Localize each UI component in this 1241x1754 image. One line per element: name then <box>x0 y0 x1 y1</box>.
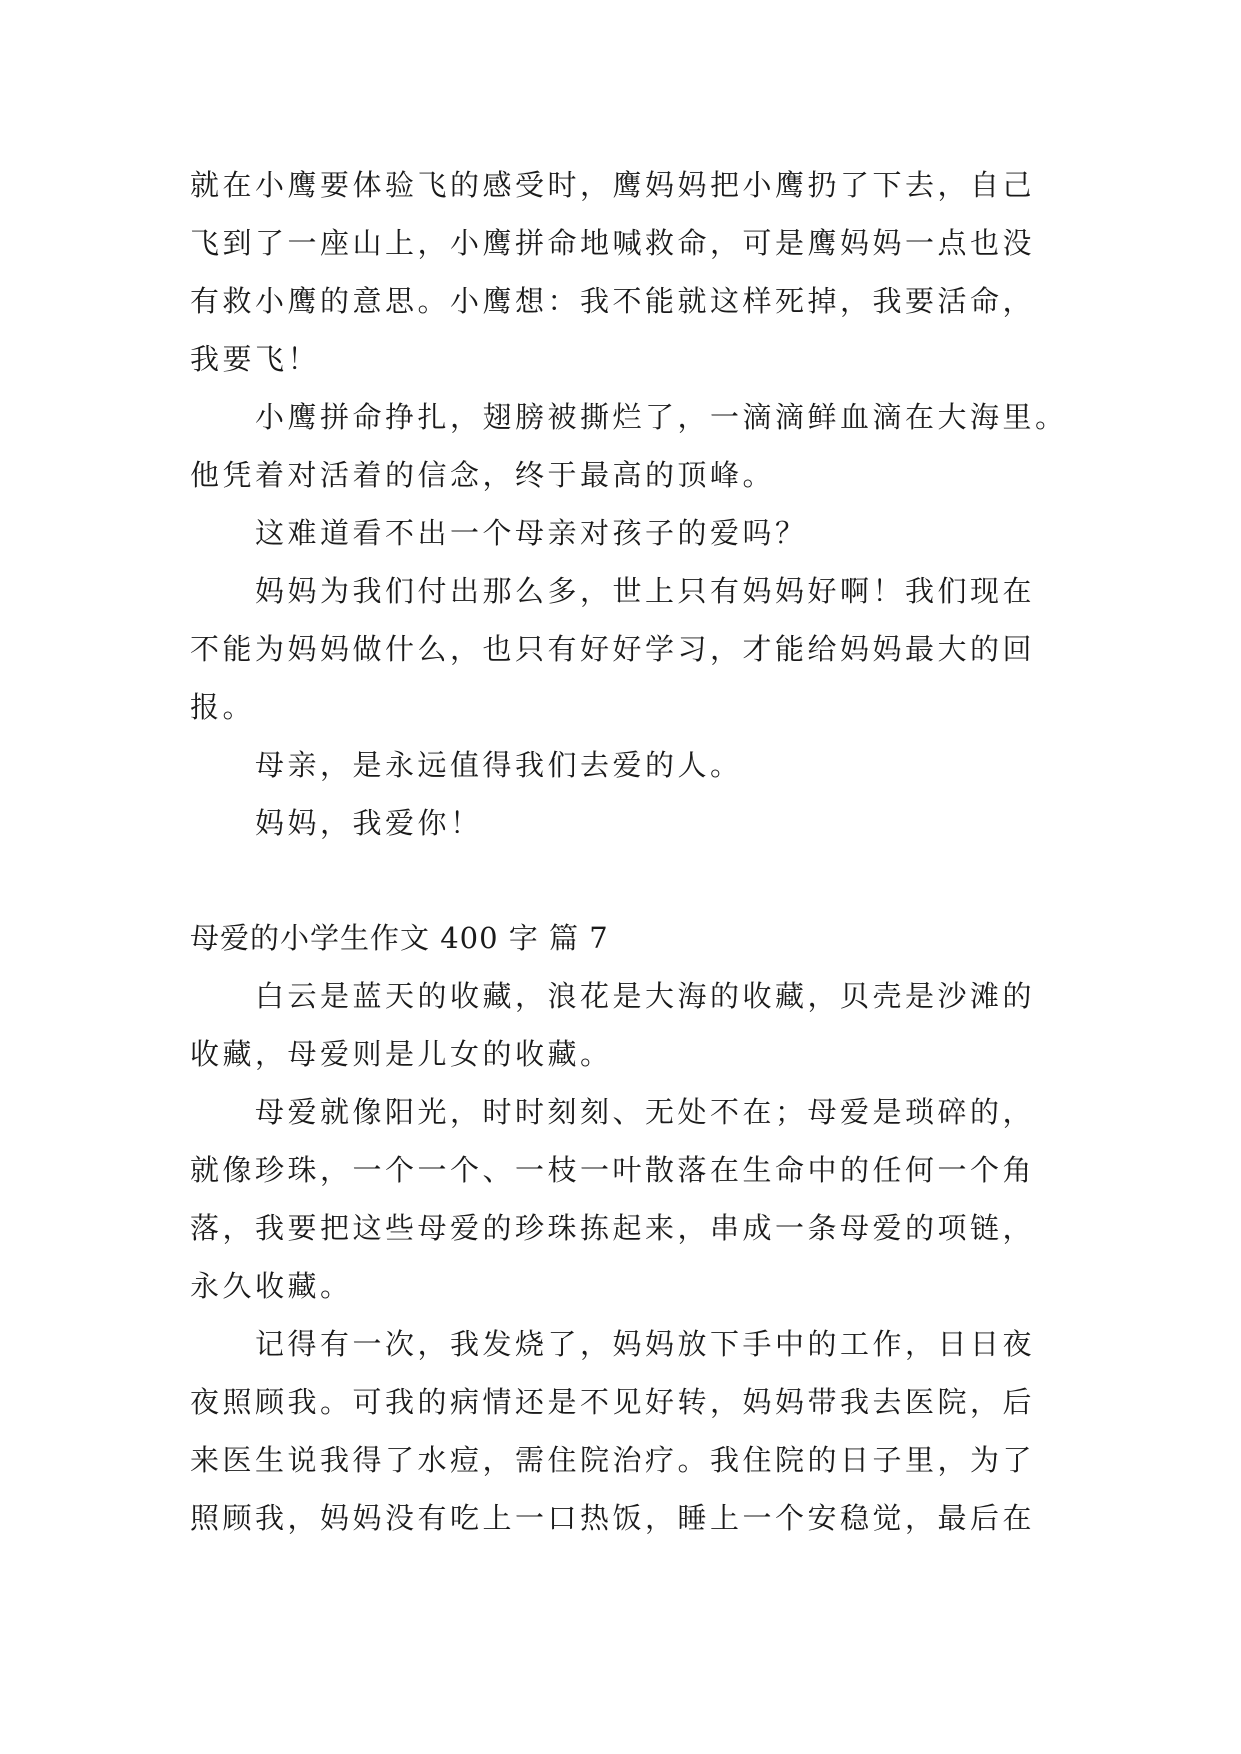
paragraph-line: 来医生说我得了水痘，需住院治疗。我住院的日子里，为了 <box>190 1443 1036 1477</box>
paragraph-line: 夜照顾我。可我的病情还是不见好转，妈妈带我去医院，后 <box>190 1385 1036 1419</box>
paragraph-line: 他凭着对活着的信念，终于最高的顶峰。 <box>190 458 776 492</box>
paragraph-line: 照顾我，妈妈没有吃上一口热饭，睡上一个安稳觉，最后在 <box>190 1501 1036 1535</box>
paragraph-line: 妈妈为我们付出那么多，世上只有妈妈好啊！我们现在 <box>255 574 1036 608</box>
paragraph-line: 落，我要把这些母爱的珍珠拣起来，串成一条母爱的项链， <box>190 1211 1036 1245</box>
paragraph-line: 不能为妈妈做什么，也只有好好学习，才能给妈妈最大的回 <box>190 632 1036 666</box>
paragraph-line: 母亲，是永远值得我们去爱的人。 <box>255 748 743 782</box>
paragraph-line: 就在小鹰要体验飞的感受时，鹰妈妈把小鹰扔了下去，自己 <box>190 168 1036 202</box>
paragraph-line: 小鹰拼命挣扎，翅膀被撕烂了，一滴滴鲜血滴在大海里。 <box>255 400 1068 434</box>
paragraph-line: 收藏，母爱则是儿女的收藏。 <box>190 1037 613 1071</box>
section-title: 母爱的小学生作文 400 字 篇 7 <box>190 921 609 955</box>
paragraph-line: 飞到了一座山上，小鹰拼命地喊救命，可是鹰妈妈一点也没 <box>190 226 1036 260</box>
paragraph-line: 记得有一次，我发烧了，妈妈放下手中的工作，日日夜 <box>255 1327 1036 1361</box>
paragraph-line: 有救小鹰的意思。小鹰想：我不能就这样死掉，我要活命， <box>190 284 1036 318</box>
paragraph-line: 这难道看不出一个母亲对孩子的爱吗？ <box>255 516 808 550</box>
paragraph-line: 妈妈，我爱你！ <box>255 806 483 840</box>
paragraph-line: 报。 <box>190 690 256 724</box>
paragraph-line: 永久收藏。 <box>190 1269 353 1303</box>
paragraph-line: 母爱就像阳光，时时刻刻、无处不在；母爱是琐碎的， <box>255 1095 1036 1129</box>
paragraph-line: 白云是蓝天的收藏，浪花是大海的收藏，贝壳是沙滩的 <box>255 979 1036 1013</box>
paragraph-line: 就像珍珠，一个一个、一枝一叶散落在生命中的任何一个角 <box>190 1153 1036 1187</box>
paragraph-line: 我要飞！ <box>190 342 321 376</box>
